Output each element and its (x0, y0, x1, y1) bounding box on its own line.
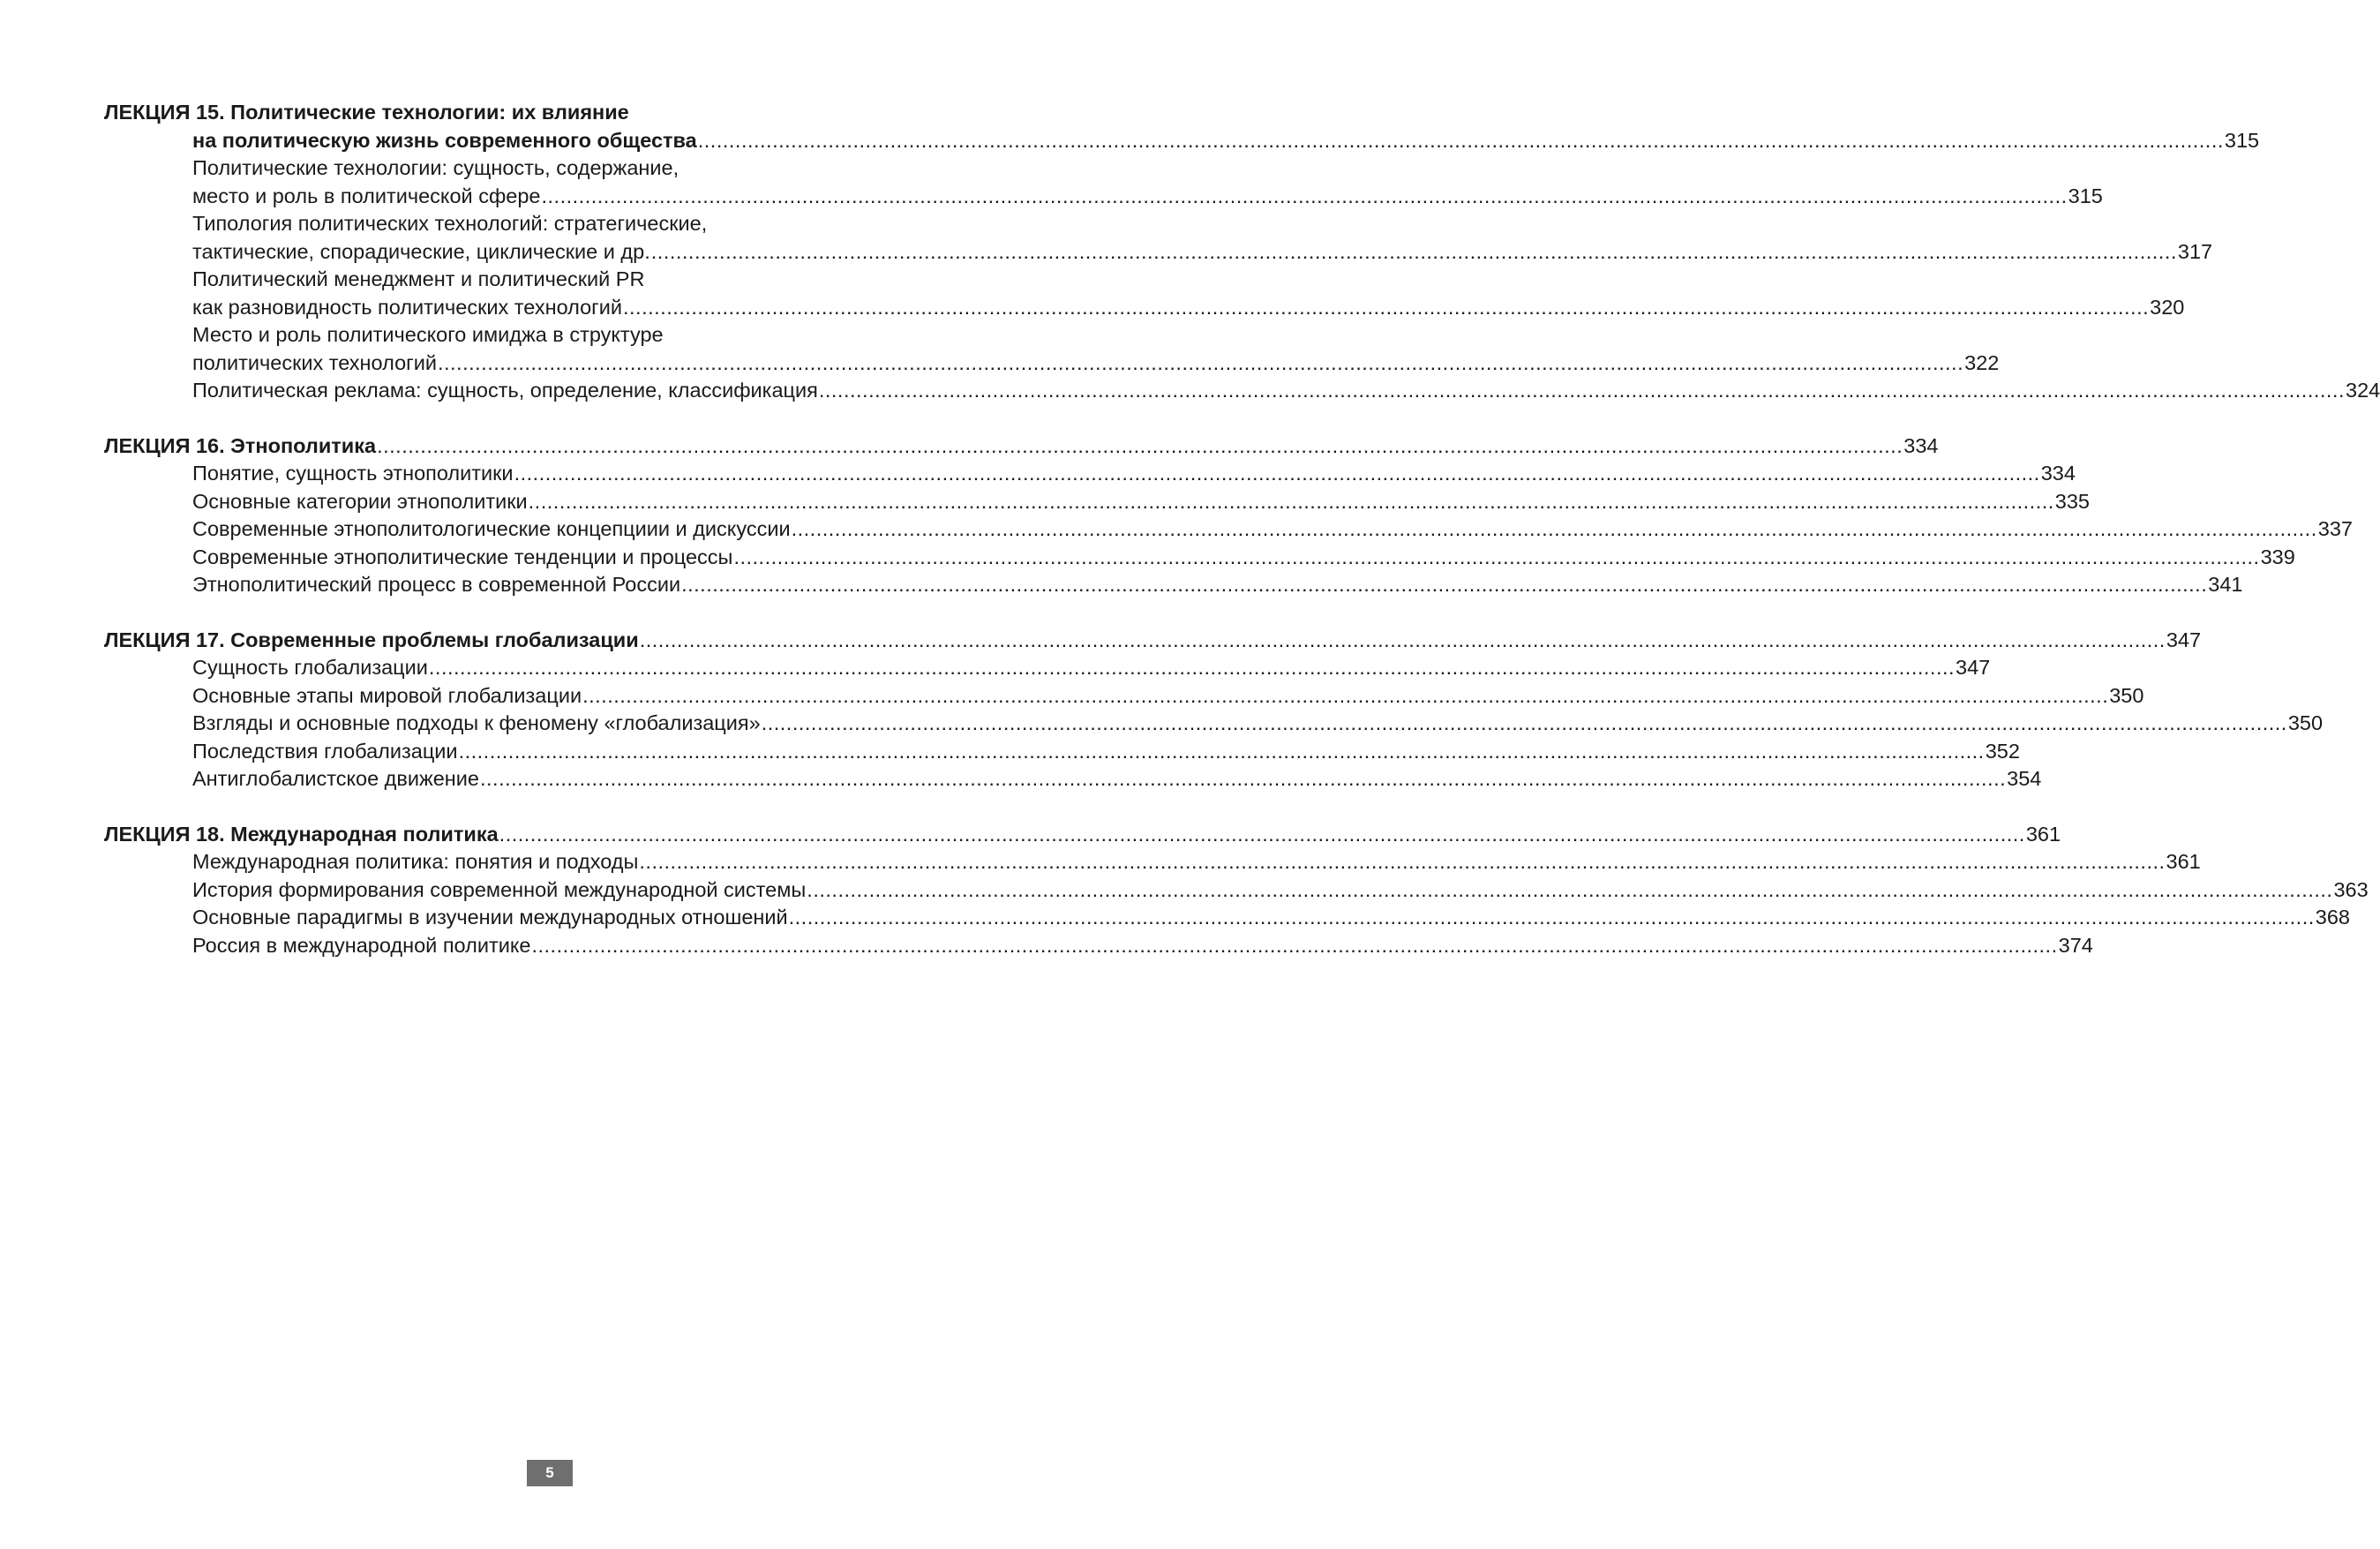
dot-leader (531, 932, 2057, 960)
toc-entry-text: Современные этнополитические тенденции и процессы (192, 545, 733, 568)
lecture-section (104, 627, 2324, 793)
toc-entry-text: тактические, спорадические, циклические и др. (192, 239, 650, 263)
lecture-title-line (104, 127, 2260, 155)
lecture-page-number: 315 (2224, 128, 2260, 152)
dot-leader (762, 710, 2287, 738)
toc-entry-page-number: 350 (2109, 683, 2144, 707)
toc-entry-line (104, 738, 2020, 766)
toc-entry-line (104, 183, 2103, 211)
toc-entry-text: Политический менеджмент и политический PR (192, 267, 645, 290)
toc-entry-text: как разновидность политических технологий (192, 295, 622, 319)
toc-entry-line (104, 654, 1991, 682)
toc-entry-text: Политическая реклама: сущность, определение, классификация (192, 379, 818, 402)
dot-leader (582, 682, 2108, 711)
dot-leader (640, 627, 2166, 655)
dot-leader (542, 183, 2068, 211)
toc-entry-page-number: 363 (2333, 877, 2369, 901)
toc-entry-line (104, 238, 2213, 267)
toc-entry-line (104, 765, 2042, 793)
toc-entry-line (104, 488, 2091, 516)
toc-entry-line (104, 377, 2380, 405)
toc-entry-page-number: 335 (2054, 489, 2091, 513)
toc-entry-page-number: 320 (2150, 295, 2185, 319)
lecture-title-text: ЛЕКЦИЯ 17. Современные проблемы глобализации (104, 628, 639, 651)
dot-leader (819, 377, 2345, 405)
dot-leader (499, 821, 2025, 849)
toc-entry-page-number: 347 (1956, 656, 1991, 679)
toc-entry-page-number: 361 (2166, 850, 2201, 873)
toc-entry-text: Последствия глобализации (192, 739, 458, 763)
lecture-section (104, 432, 2353, 599)
toc-entry-text: Типология политических технологий: стратегические, (192, 212, 708, 235)
dot-leader (733, 544, 2259, 572)
toc-entry-line (104, 848, 2201, 876)
dot-leader (480, 765, 2006, 793)
toc-entry-line (104, 460, 2076, 488)
lecture-title-line (104, 821, 2061, 849)
dot-leader (429, 654, 1955, 682)
toc-entry-page-number: 354 (2007, 767, 2042, 790)
toc-entry-page-number: 315 (2068, 184, 2103, 207)
toc-entry-text: Международная политика: понятия и подходы (192, 850, 639, 873)
lecture-title-text: ЛЕКЦИЯ 18. Международная политика (104, 822, 499, 846)
toc-entry-text: Основные парадигмы в изучении международных отношений (192, 906, 788, 929)
toc-entry-page-number: 352 (1985, 739, 2020, 763)
toc-entry-text: Этнополитический процесс в современной России (192, 573, 681, 596)
lecture-page-number: 347 (2166, 628, 2202, 651)
toc-entry-text: Сущность глобализации (192, 656, 428, 679)
toc-entry-line (104, 266, 995, 294)
toc-entry-text: политических технологий (192, 350, 437, 374)
dot-leader (681, 571, 2207, 599)
toc-entry-line (104, 515, 2353, 544)
toc-entry-text: Взгляды и основные подходы к феномену «глобализация» (192, 711, 761, 734)
toc-entry-line (104, 210, 995, 238)
dot-leader (529, 488, 2054, 516)
toc-entry-text: Россия в международной политике (192, 933, 531, 957)
toc-entry-line (104, 932, 2093, 960)
toc-entry-page-number: 334 (2040, 462, 2076, 485)
lecture-page-number: 361 (2025, 822, 2061, 846)
toc-entry-page-number: 317 (2177, 239, 2213, 263)
toc-entry-line (104, 710, 2324, 738)
toc-entry-page-number: 350 (2287, 711, 2324, 734)
dot-leader (623, 294, 2149, 322)
lecture-section (104, 821, 2369, 960)
dot-leader (698, 127, 2224, 155)
toc-entry-text: место и роль в политической сфере (192, 184, 541, 207)
dot-leader (459, 738, 1985, 766)
toc-entry-page-number: 322 (1964, 350, 2000, 374)
dot-leader (789, 904, 2315, 932)
toc-entry-line (104, 876, 2369, 905)
toc-entry-text: Антиглобалистское движение (192, 767, 479, 790)
lecture-title-line (104, 432, 1939, 461)
toc-entry-text: Основные категории этнополитики (192, 489, 528, 513)
dot-leader (792, 515, 2317, 544)
dot-leader (807, 876, 2332, 905)
lecture-title-text: на политическую жизнь современного общества (192, 128, 697, 152)
toc-entry-text: Современные этнополитологические концепциии и дискуссии (192, 517, 791, 540)
toc-entry-page-number: 341 (2208, 573, 2243, 596)
toc-entry-page-number: 339 (2260, 545, 2295, 568)
toc-entry-line (104, 682, 2144, 711)
toc-entry-line (104, 154, 995, 183)
lecture-section (104, 99, 2380, 405)
toc-entry-line (104, 321, 995, 350)
toc-entry-page-number: 374 (2058, 933, 2093, 957)
toc-entry-page-number: 337 (2317, 517, 2353, 540)
page-number: 5 (527, 1460, 573, 1486)
toc-entry-line (104, 350, 2000, 378)
toc-entry-text: Понятие, сущность этнополитики (192, 462, 514, 485)
lecture-title-line (104, 99, 995, 127)
toc-entry-text: История формирования современной международной системы (192, 877, 807, 901)
lecture-title-line (104, 627, 2202, 655)
table-of-contents (104, 99, 2380, 987)
dot-leader (651, 238, 2177, 267)
dot-leader (639, 848, 2165, 876)
lecture-title-text: ЛЕКЦИЯ 15. Политические технологии: их влияние (104, 101, 629, 124)
lecture-page-number: 334 (1903, 433, 1939, 457)
toc-entry-page-number: 368 (2315, 906, 2350, 929)
toc-entry-page-number: 324 (2346, 379, 2380, 402)
toc-entry-text: Политические технологии: сущность, содержание, (192, 156, 679, 179)
toc-entry-text: Место и роль политического имиджа в структуре (192, 323, 664, 346)
dot-leader (377, 432, 1903, 461)
toc-entry-line (104, 544, 2295, 572)
dot-leader (514, 460, 2040, 488)
toc-entry-text: Основные этапы мировой глобализации (192, 683, 582, 707)
toc-entry-line (104, 571, 2243, 599)
dot-leader (438, 350, 1963, 378)
toc-entry-line (104, 904, 2350, 932)
lecture-title-text: ЛЕКЦИЯ 16. Этнополитика (104, 433, 377, 457)
toc-entry-line (104, 294, 2185, 322)
